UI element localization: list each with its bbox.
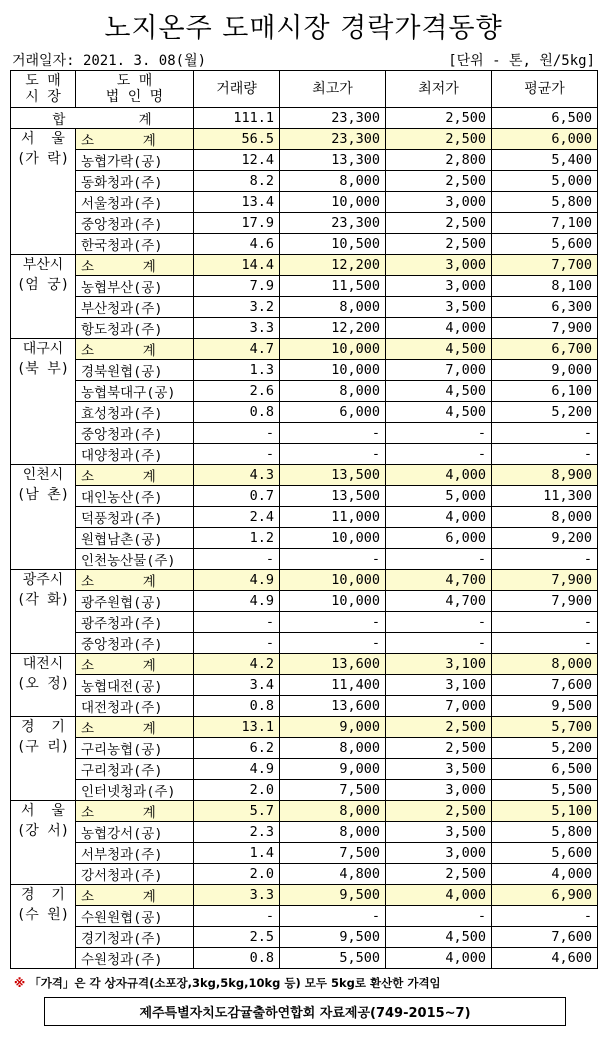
max-price-cell: - <box>280 612 386 633</box>
max-price-cell: 10,500 <box>280 234 386 255</box>
avg-price-cell: - <box>492 549 598 570</box>
max-price-cell: 9,500 <box>280 885 386 906</box>
min-price-cell: 3,000 <box>386 780 492 801</box>
avg-price-cell: 7,900 <box>492 591 598 612</box>
volume-cell: 2.0 <box>194 780 280 801</box>
min-price-cell: 4,700 <box>386 570 492 591</box>
table-row <box>11 738 598 759</box>
market-name <box>11 570 76 654</box>
corp-name: 구리청과(주) <box>76 759 194 780</box>
market-name-line2: (각 화) <box>16 592 70 608</box>
avg-price-cell: 6,500 <box>492 759 598 780</box>
table-row <box>11 612 598 633</box>
avg-price-cell: 4,600 <box>492 948 598 969</box>
corp-name: 대인농산(주) <box>76 486 194 507</box>
avg-price-cell: 9,000 <box>492 360 598 381</box>
avg-price-cell: 5,200 <box>492 738 598 759</box>
volume-cell: 6.2 <box>194 738 280 759</box>
corp-name: 소 계 <box>76 654 194 675</box>
subtotal-row <box>11 717 598 738</box>
corp-name: 소 계 <box>76 885 194 906</box>
min-price-cell: - <box>386 444 492 465</box>
max-price-cell: 11,500 <box>280 276 386 297</box>
max-price-cell: 5,500 <box>280 948 386 969</box>
market-name-line1: 부산시 <box>22 257 64 273</box>
volume-cell: 1.3 <box>194 360 280 381</box>
volume-cell: 13.4 <box>194 192 280 213</box>
corp-name: 소 계 <box>76 717 194 738</box>
min-price-cell: 3,100 <box>386 654 492 675</box>
table-row <box>11 549 598 570</box>
market-name-line1: 경 기 <box>21 887 65 903</box>
header-volume: 거래량 <box>194 71 280 108</box>
market-name <box>11 255 76 339</box>
table-row <box>11 780 598 801</box>
corp-name: 소 계 <box>76 465 194 486</box>
market-name <box>11 801 76 885</box>
avg-price-cell: 6,300 <box>492 297 598 318</box>
volume-cell: - <box>194 444 280 465</box>
volume-cell: 0.7 <box>194 486 280 507</box>
market-name-line1: 광주시 <box>22 572 64 588</box>
max-price-cell: 8,000 <box>280 381 386 402</box>
avg-price-cell: 4,000 <box>492 864 598 885</box>
max-price-cell: - <box>280 423 386 444</box>
volume-cell: 2.4 <box>194 507 280 528</box>
corp-name: 광주청과(주) <box>76 612 194 633</box>
total-max: 23,300 <box>280 108 386 129</box>
max-price-cell: 10,000 <box>280 528 386 549</box>
corp-name: 인천농산물(주) <box>76 549 194 570</box>
corp-name: 덕풍청과(주) <box>76 507 194 528</box>
min-price-cell: 3,000 <box>386 255 492 276</box>
corp-name: 소 계 <box>76 339 194 360</box>
header-row <box>11 71 598 108</box>
market-name <box>11 465 76 570</box>
min-price-cell: 3,000 <box>386 276 492 297</box>
volume-cell: 13.1 <box>194 717 280 738</box>
max-price-cell: 8,000 <box>280 801 386 822</box>
table-row <box>11 171 598 192</box>
volume-cell: - <box>194 423 280 444</box>
corp-name: 중앙청과(주) <box>76 633 194 654</box>
avg-price-cell: 7,900 <box>492 318 598 339</box>
avg-price-cell: 8,900 <box>492 465 598 486</box>
avg-price-cell: 5,600 <box>492 843 598 864</box>
max-price-cell: 9,500 <box>280 927 386 948</box>
max-price-cell: 7,500 <box>280 780 386 801</box>
volume-cell: 2.6 <box>194 381 280 402</box>
volume-cell: 4.9 <box>194 591 280 612</box>
table-row <box>11 192 598 213</box>
market-name-line2: (가 락) <box>16 151 70 167</box>
min-price-cell: 2,500 <box>386 171 492 192</box>
min-price-cell: 2,500 <box>386 864 492 885</box>
max-price-cell: 11,400 <box>280 675 386 696</box>
volume-cell: - <box>194 633 280 654</box>
max-price-cell: 10,000 <box>280 192 386 213</box>
table-row <box>11 381 598 402</box>
avg-price-cell: 8,000 <box>492 654 598 675</box>
table-row <box>11 444 598 465</box>
max-price-cell: 10,000 <box>280 570 386 591</box>
corp-name: 중앙청과(주) <box>76 423 194 444</box>
avg-price-cell: 5,100 <box>492 801 598 822</box>
trade-date: 거래일자: 2021. 3. 08(월) <box>12 53 207 69</box>
volume-cell: 1.4 <box>194 843 280 864</box>
market-name-line2: (구 리) <box>16 739 70 755</box>
min-price-cell: - <box>386 633 492 654</box>
volume-cell: 3.4 <box>194 675 280 696</box>
subtotal-row <box>11 570 598 591</box>
total-min: 2,500 <box>386 108 492 129</box>
volume-cell: 8.2 <box>194 171 280 192</box>
min-price-cell: 4,500 <box>386 927 492 948</box>
table-row <box>11 276 598 297</box>
max-price-cell: 23,300 <box>280 129 386 150</box>
min-price-cell: 3,000 <box>386 192 492 213</box>
max-price-cell: 4,800 <box>280 864 386 885</box>
avg-price-cell: 6,100 <box>492 381 598 402</box>
min-price-cell: - <box>386 423 492 444</box>
max-price-cell: - <box>280 549 386 570</box>
note-mark: ※ <box>14 976 26 990</box>
volume-cell: 56.5 <box>194 129 280 150</box>
total-label: 합 계 <box>11 108 194 129</box>
avg-price-cell: 5,500 <box>492 780 598 801</box>
volume-cell: - <box>194 612 280 633</box>
header-avg: 평균가 <box>492 71 598 108</box>
min-price-cell: 3,500 <box>386 822 492 843</box>
market-name-line1: 대구시 <box>22 341 64 357</box>
max-price-cell: 8,000 <box>280 822 386 843</box>
max-price-cell: 13,600 <box>280 654 386 675</box>
max-price-cell: 9,000 <box>280 759 386 780</box>
volume-cell: 4.3 <box>194 465 280 486</box>
avg-price-cell: 8,000 <box>492 507 598 528</box>
meta-row <box>0 48 607 70</box>
price-table <box>10 70 598 969</box>
volume-cell: - <box>194 549 280 570</box>
corp-name: 수원청과(주) <box>76 948 194 969</box>
corp-name: 서울청과(주) <box>76 192 194 213</box>
volume-cell: 1.2 <box>194 528 280 549</box>
min-price-cell: 2,800 <box>386 150 492 171</box>
subtotal-row <box>11 255 598 276</box>
min-price-cell: 4,500 <box>386 339 492 360</box>
table-row <box>11 591 598 612</box>
avg-price-cell: 5,800 <box>492 822 598 843</box>
market-name-line2: (남 촌) <box>16 487 70 503</box>
table-row <box>11 927 598 948</box>
min-price-cell: 4,000 <box>386 948 492 969</box>
corp-name: 부산청과(주) <box>76 297 194 318</box>
max-price-cell: 10,000 <box>280 339 386 360</box>
min-price-cell: 2,500 <box>386 234 492 255</box>
max-price-cell: 10,000 <box>280 591 386 612</box>
total-avg: 6,500 <box>492 108 598 129</box>
table-row <box>11 150 598 171</box>
volume-cell: 7.9 <box>194 276 280 297</box>
avg-price-cell: 7,600 <box>492 927 598 948</box>
volume-cell: - <box>194 906 280 927</box>
corp-name: 동화청과(주) <box>76 171 194 192</box>
max-price-cell: - <box>280 906 386 927</box>
table-row <box>11 864 598 885</box>
table-row <box>11 360 598 381</box>
corp-name: 농협부산(공) <box>76 276 194 297</box>
avg-price-cell: 6,900 <box>492 885 598 906</box>
total-volume: 111.1 <box>194 108 280 129</box>
table-row <box>11 633 598 654</box>
corp-name: 농협대전(공) <box>76 675 194 696</box>
max-price-cell: 12,200 <box>280 318 386 339</box>
volume-cell: 2.3 <box>194 822 280 843</box>
volume-cell: 2.0 <box>194 864 280 885</box>
avg-price-cell: - <box>492 423 598 444</box>
max-price-cell: 9,000 <box>280 717 386 738</box>
header-max: 최고가 <box>280 71 386 108</box>
volume-cell: 14.4 <box>194 255 280 276</box>
avg-price-cell: 7,700 <box>492 255 598 276</box>
subtotal-row <box>11 465 598 486</box>
max-price-cell: 8,000 <box>280 738 386 759</box>
market-name <box>11 129 76 255</box>
corp-name: 소 계 <box>76 570 194 591</box>
corp-name: 효성청과(주) <box>76 402 194 423</box>
corp-name: 경북원협(공) <box>76 360 194 381</box>
table-row <box>11 696 598 717</box>
corp-name: 소 계 <box>76 801 194 822</box>
volume-cell: 4.2 <box>194 654 280 675</box>
volume-cell: 4.9 <box>194 759 280 780</box>
max-price-cell: 11,000 <box>280 507 386 528</box>
corp-name: 농협북대구(공) <box>76 381 194 402</box>
table-row <box>11 906 598 927</box>
corp-name: 원협남촌(공) <box>76 528 194 549</box>
avg-price-cell: 5,700 <box>492 717 598 738</box>
volume-cell: 12.4 <box>194 150 280 171</box>
avg-price-cell: 7,900 <box>492 570 598 591</box>
page-title: 노지온주 도매시장 경락가격동향 <box>104 13 503 44</box>
market-name-line2: (강 서) <box>16 823 70 839</box>
max-price-cell: 23,300 <box>280 213 386 234</box>
market-name-line2: (엄 궁) <box>16 277 70 293</box>
min-price-cell: 2,500 <box>386 738 492 759</box>
min-price-cell: - <box>386 906 492 927</box>
avg-price-cell: 7,100 <box>492 213 598 234</box>
min-price-cell: 4,000 <box>386 465 492 486</box>
avg-price-cell: - <box>492 906 598 927</box>
min-price-cell: 3,100 <box>386 675 492 696</box>
min-price-cell: 4,000 <box>386 318 492 339</box>
min-price-cell: 2,500 <box>386 717 492 738</box>
avg-price-cell: - <box>492 612 598 633</box>
avg-price-cell: 8,100 <box>492 276 598 297</box>
corp-name: 중앙청과(주) <box>76 213 194 234</box>
price-note <box>14 975 607 991</box>
avg-price-cell: 5,400 <box>492 150 598 171</box>
min-price-cell: 4,000 <box>386 885 492 906</box>
market-name <box>11 885 76 969</box>
max-price-cell: - <box>280 633 386 654</box>
max-price-cell: 13,300 <box>280 150 386 171</box>
min-price-cell: 3,500 <box>386 297 492 318</box>
market-name-line2: (북 부) <box>16 361 70 377</box>
market-name-line1: 대전시 <box>22 656 64 672</box>
max-price-cell: 12,200 <box>280 255 386 276</box>
table-row <box>11 675 598 696</box>
corp-name: 소 계 <box>76 255 194 276</box>
note-text: 「가격」은 각 상자규격(소포장,3kg,5kg,10kg 등) 모두 5kg로 환산한 가격임 <box>29 976 441 990</box>
min-price-cell: 4,500 <box>386 402 492 423</box>
volume-cell: 4.6 <box>194 234 280 255</box>
corp-name: 수원원협(공) <box>76 906 194 927</box>
avg-price-cell: 5,800 <box>492 192 598 213</box>
volume-cell: 3.2 <box>194 297 280 318</box>
market-name <box>11 339 76 465</box>
volume-cell: 0.8 <box>194 402 280 423</box>
table-row <box>11 213 598 234</box>
header-market: 도 매 시 장 <box>11 71 76 108</box>
corp-name: 구리농협(공) <box>76 738 194 759</box>
max-price-cell: 13,500 <box>280 465 386 486</box>
min-price-cell: 3,500 <box>386 759 492 780</box>
subtotal-row <box>11 654 598 675</box>
volume-cell: 5.7 <box>194 801 280 822</box>
table-row <box>11 948 598 969</box>
table-row <box>11 234 598 255</box>
subtotal-row <box>11 885 598 906</box>
market-name <box>11 717 76 801</box>
min-price-cell: 5,000 <box>386 486 492 507</box>
max-price-cell: 8,000 <box>280 297 386 318</box>
market-name-line1: 서 울 <box>21 131 65 147</box>
avg-price-cell: 5,600 <box>492 234 598 255</box>
table-row <box>11 507 598 528</box>
corp-name: 광주원협(공) <box>76 591 194 612</box>
volume-cell: 3.3 <box>194 885 280 906</box>
avg-price-cell: 6,700 <box>492 339 598 360</box>
corp-name: 대전청과(주) <box>76 696 194 717</box>
table-row <box>11 486 598 507</box>
header-min: 최저가 <box>386 71 492 108</box>
min-price-cell: 4,700 <box>386 591 492 612</box>
table-row <box>11 297 598 318</box>
corp-name: 농협가락(공) <box>76 150 194 171</box>
min-price-cell: 4,500 <box>386 381 492 402</box>
source-credit: 제주특별자치도감귤출하연합회 자료제공(749-2015~7) <box>44 997 566 1026</box>
table-row <box>11 759 598 780</box>
volume-cell: 17.9 <box>194 213 280 234</box>
volume-cell: 0.8 <box>194 948 280 969</box>
volume-cell: 2.5 <box>194 927 280 948</box>
market-name-line2: (오 정) <box>16 676 70 692</box>
corp-name: 서부청과(주) <box>76 843 194 864</box>
table-row <box>11 822 598 843</box>
min-price-cell: 7,000 <box>386 360 492 381</box>
max-price-cell: 8,000 <box>280 171 386 192</box>
corp-name: 농협강서(공) <box>76 822 194 843</box>
max-price-cell: 13,600 <box>280 696 386 717</box>
header-corp: 도 매 법 인 명 <box>76 71 194 108</box>
corp-name: 강서청과(주) <box>76 864 194 885</box>
avg-price-cell: 11,300 <box>492 486 598 507</box>
volume-cell: 0.8 <box>194 696 280 717</box>
subtotal-row <box>11 339 598 360</box>
min-price-cell: 6,000 <box>386 528 492 549</box>
max-price-cell: 13,500 <box>280 486 386 507</box>
table-row <box>11 318 598 339</box>
min-price-cell: - <box>386 549 492 570</box>
corp-name: 경기청과(주) <box>76 927 194 948</box>
market-name <box>11 654 76 717</box>
min-price-cell: - <box>386 612 492 633</box>
avg-price-cell: 6,000 <box>492 129 598 150</box>
market-name-line1: 경 기 <box>21 719 65 735</box>
subtotal-row <box>11 129 598 150</box>
max-price-cell: 6,000 <box>280 402 386 423</box>
volume-cell: 4.9 <box>194 570 280 591</box>
min-price-cell: 2,500 <box>386 801 492 822</box>
corp-name: 인터넷청과(주) <box>76 780 194 801</box>
avg-price-cell: 5,200 <box>492 402 598 423</box>
avg-price-cell: 9,200 <box>492 528 598 549</box>
table-row <box>11 423 598 444</box>
max-price-cell: - <box>280 444 386 465</box>
min-price-cell: 2,500 <box>386 129 492 150</box>
table-row <box>11 528 598 549</box>
table-row <box>11 843 598 864</box>
market-name-line1: 서 울 <box>21 803 65 819</box>
min-price-cell: 3,000 <box>386 843 492 864</box>
corp-name: 대양청과(주) <box>76 444 194 465</box>
avg-price-cell: 5,000 <box>492 171 598 192</box>
avg-price-cell: 7,600 <box>492 675 598 696</box>
unit-label: [단위 - 톤, 원/5kg] <box>448 53 595 69</box>
avg-price-cell: - <box>492 633 598 654</box>
market-name-line1: 인천시 <box>22 467 64 483</box>
corp-name: 소 계 <box>76 129 194 150</box>
min-price-cell: 7,000 <box>386 696 492 717</box>
avg-price-cell: 9,500 <box>492 696 598 717</box>
corp-name: 한국청과(주) <box>76 234 194 255</box>
max-price-cell: 7,500 <box>280 843 386 864</box>
max-price-cell: 10,000 <box>280 360 386 381</box>
total-row <box>11 108 598 129</box>
table-row <box>11 402 598 423</box>
subtotal-row <box>11 801 598 822</box>
avg-price-cell: - <box>492 444 598 465</box>
market-name-line2: (수 원) <box>16 907 70 923</box>
min-price-cell: 2,500 <box>386 213 492 234</box>
volume-cell: 3.3 <box>194 318 280 339</box>
min-price-cell: 4,000 <box>386 507 492 528</box>
volume-cell: 4.7 <box>194 339 280 360</box>
corp-name: 항도청과(주) <box>76 318 194 339</box>
